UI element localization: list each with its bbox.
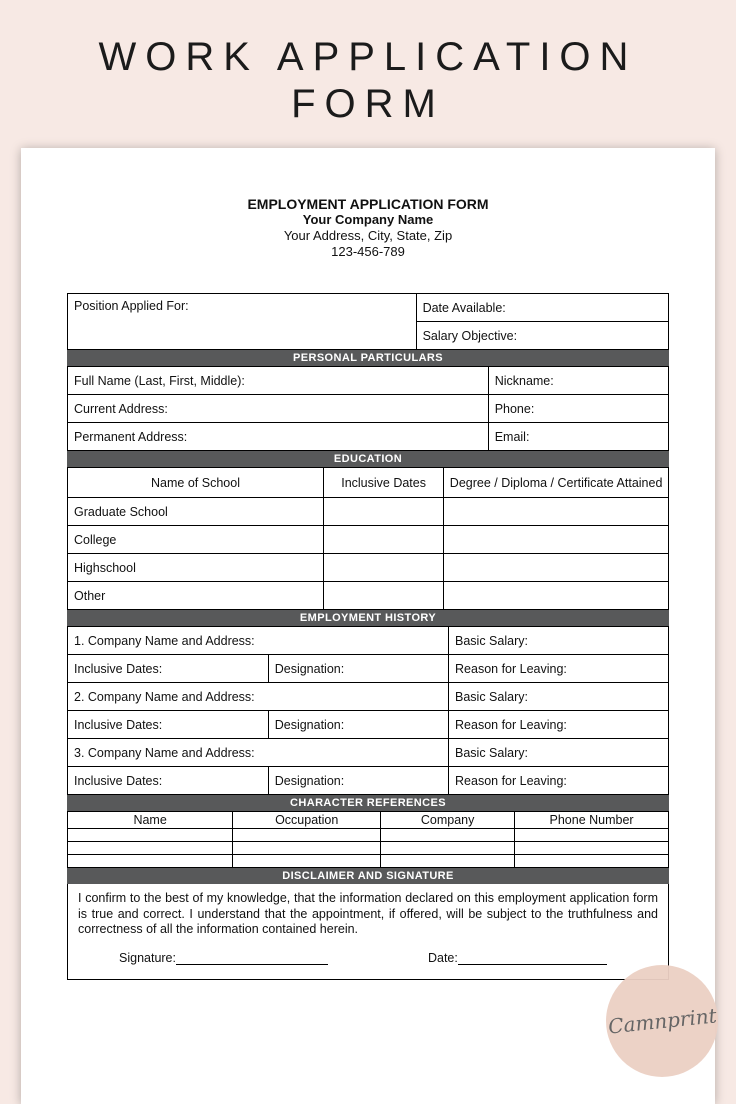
label-inclusive-dates: Inclusive Dates: [68, 711, 269, 739]
table-row [68, 294, 669, 322]
label-full-name: Full Name (Last, First, Middle): [68, 367, 489, 395]
hero-title-line2: FORM [291, 82, 445, 126]
label-reason-for-leaving: Reason for Leaving: [449, 767, 669, 795]
employment-history-table [67, 626, 669, 795]
table-row [68, 498, 669, 526]
education-row-college: College [68, 526, 324, 554]
company-address: Your Address, City, State, Zip [283, 228, 453, 243]
blank-cell [324, 526, 444, 554]
date-line [458, 950, 607, 965]
label-reason-for-leaving: Reason for Leaving: [449, 711, 669, 739]
blank-cell [381, 855, 515, 868]
label-inclusive-dates: Inclusive Dates: [68, 655, 269, 683]
references-header-occupation: Occupation [233, 812, 381, 829]
label-date-available: Date Available: [416, 294, 668, 322]
blank-cell [444, 526, 669, 554]
table-row [68, 655, 669, 683]
blank-cell [381, 829, 515, 842]
table-row [68, 842, 669, 855]
label-permanent-address: Permanent Address: [68, 423, 489, 451]
education-row-graduate-school: Graduate School [68, 498, 324, 526]
label-company-2: 2. Company Name and Address: [68, 683, 449, 711]
blank-cell [381, 842, 515, 855]
section-header-character-references: CHARACTER REFERENCES [67, 795, 669, 811]
section-header-personal-particulars: PERSONAL PARTICULARS [67, 350, 669, 366]
blank-cell [68, 842, 233, 855]
label-phone: Phone: [488, 395, 668, 423]
blank-cell [515, 842, 669, 855]
label-company-1: 1. Company Name and Address: [68, 627, 449, 655]
blank-cell [515, 855, 669, 868]
character-references-table [67, 811, 669, 868]
section-header-employment-history: EMPLOYMENT HISTORY [67, 610, 669, 626]
table-row [68, 627, 669, 655]
label-position-applied-for: Position Applied For: [68, 294, 417, 350]
table-row [68, 829, 669, 842]
blank-cell [68, 829, 233, 842]
company-phone: 123-456-789 [331, 244, 405, 259]
signature-label: Signature: [119, 950, 176, 965]
section-header-education: EDUCATION [67, 451, 669, 467]
blank-cell [233, 829, 381, 842]
label-company-3: 3. Company Name and Address: [68, 739, 449, 767]
form-title: EMPLOYMENT APPLICATION FORM [247, 196, 489, 212]
table-header-row [68, 468, 669, 498]
label-basic-salary: Basic Salary: [449, 627, 669, 655]
label-reason-for-leaving: Reason for Leaving: [449, 655, 669, 683]
references-header-company: Company [381, 812, 515, 829]
paper-page [21, 148, 715, 1104]
disclaimer-text: I confirm to the best of my knowledge, that the information declared on this employment application form is true and correct. I understand that the appointment, if offered, will be subject to the truthfulness and correctness of all the information contained herein. [78, 891, 658, 936]
blank-cell [233, 842, 381, 855]
references-header-name: Name [68, 812, 233, 829]
signature-row [119, 950, 658, 965]
table-row [68, 367, 669, 395]
top-table [67, 293, 669, 350]
label-designation: Designation: [268, 711, 448, 739]
blank-cell [68, 855, 233, 868]
label-salary-objective: Salary Objective: [416, 322, 668, 350]
personal-particulars-table [67, 366, 669, 451]
blank-cell [324, 498, 444, 526]
label-inclusive-dates: Inclusive Dates: [68, 767, 269, 795]
hero-title [0, 0, 736, 128]
education-table [67, 467, 669, 610]
education-row-other: Other [68, 582, 324, 610]
blank-cell [444, 554, 669, 582]
signature-line [176, 950, 328, 965]
education-header-degree: Degree / Diploma / Certificate Attained [444, 468, 669, 498]
blank-cell [324, 582, 444, 610]
form-header [67, 196, 669, 260]
blank-cell [324, 554, 444, 582]
table-row [68, 711, 669, 739]
watermark-badge [606, 965, 718, 1077]
label-nickname: Nickname: [488, 367, 668, 395]
table-row [68, 582, 669, 610]
date-label: Date: [427, 950, 458, 965]
company-name: Your Company Name [302, 212, 434, 227]
watermark-logo-text: Camnprint [606, 1003, 718, 1039]
section-header-disclaimer-signature: DISCLAIMER AND SIGNATURE [67, 868, 669, 884]
application-form [67, 196, 669, 980]
table-row [68, 683, 669, 711]
label-basic-salary: Basic Salary: [449, 683, 669, 711]
table-header-row [68, 812, 669, 829]
disclaimer-box [67, 884, 669, 980]
table-row [68, 554, 669, 582]
blank-cell [444, 498, 669, 526]
table-row [68, 767, 669, 795]
table-row [68, 739, 669, 767]
label-designation: Designation: [268, 655, 448, 683]
education-row-highschool: Highschool [68, 554, 324, 582]
table-row [68, 423, 669, 451]
label-current-address: Current Address: [68, 395, 489, 423]
blank-cell [515, 829, 669, 842]
education-header-dates: Inclusive Dates [324, 468, 444, 498]
table-row [68, 855, 669, 868]
table-row [68, 395, 669, 423]
label-email: Email: [488, 423, 668, 451]
table-row [68, 526, 669, 554]
label-basic-salary: Basic Salary: [449, 739, 669, 767]
hero-title-line1: WORK APPLICATION [98, 35, 638, 79]
references-header-phone: Phone Number [515, 812, 669, 829]
blank-cell [233, 855, 381, 868]
blank-cell [444, 582, 669, 610]
label-designation: Designation: [268, 767, 448, 795]
education-header-school: Name of School [68, 468, 324, 498]
